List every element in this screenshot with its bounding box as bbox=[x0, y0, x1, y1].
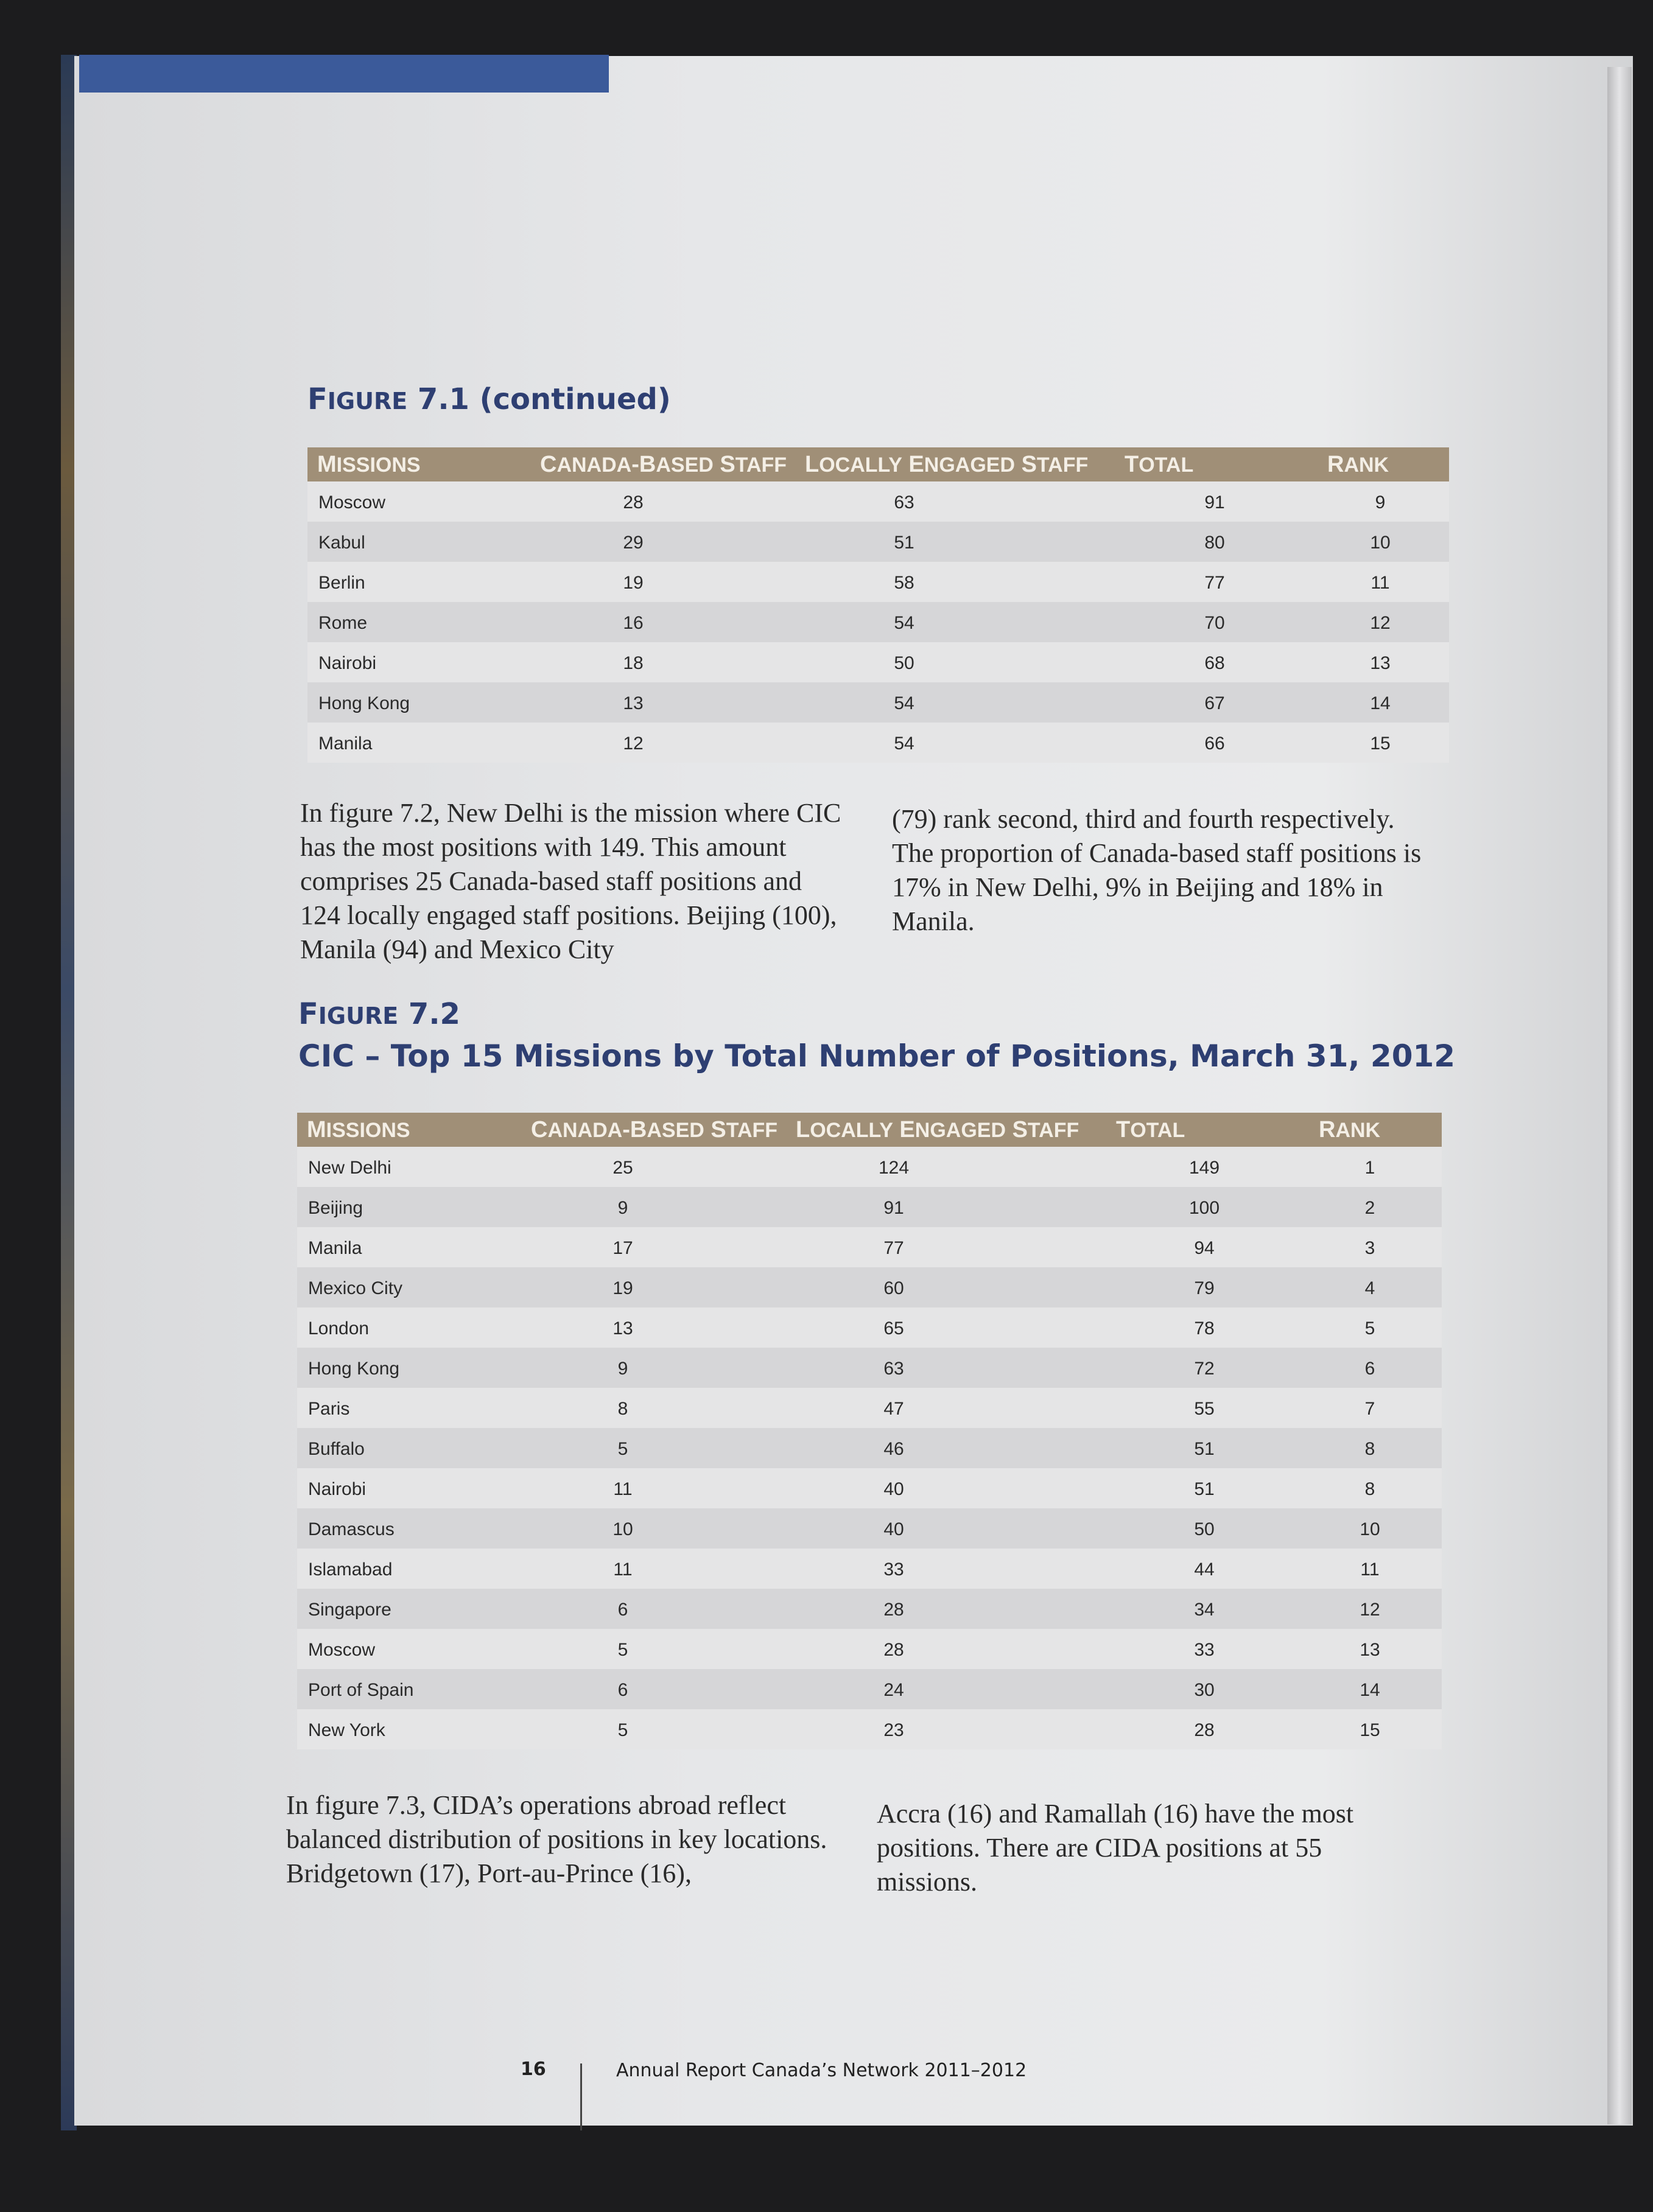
cell-locally-engaged-staff: 63 bbox=[894, 492, 914, 513]
cell-total: 28 bbox=[1194, 1720, 1215, 1740]
cell-rank: 13 bbox=[1360, 1640, 1380, 1660]
cell-total: 51 bbox=[1194, 1439, 1215, 1459]
cell-mission: Manila bbox=[318, 733, 373, 754]
cell-rank: 15 bbox=[1370, 733, 1391, 754]
header-locally-engaged-staff: LOCALLY ENGAGED STAFF bbox=[805, 451, 1089, 477]
cell-mission: Moscow bbox=[308, 1640, 376, 1660]
figure-7-2-subtitle: CIC – Top 15 Missions by Total Number of Positions, March 31, 2012 bbox=[298, 1038, 1456, 1074]
cell-rank: 10 bbox=[1360, 1519, 1380, 1539]
cell-rank: 11 bbox=[1370, 573, 1390, 593]
cell-rank: 14 bbox=[1370, 693, 1391, 713]
footer-title: Annual Report Canada’s Network 2011–2012 bbox=[616, 2060, 1027, 2081]
cell-canada-based-staff: 5 bbox=[617, 1640, 628, 1660]
cell-total: 55 bbox=[1194, 1399, 1215, 1419]
table-row bbox=[297, 1468, 1442, 1508]
table-row bbox=[297, 1709, 1442, 1749]
table-row bbox=[297, 1307, 1442, 1348]
cell-canada-based-staff: 9 bbox=[617, 1359, 628, 1379]
cell-mission: Kabul bbox=[318, 533, 365, 553]
cell-canada-based-staff: 18 bbox=[623, 653, 644, 673]
header-locally-engaged-staff: LOCALLY ENGAGED STAFF bbox=[796, 1116, 1079, 1143]
cell-mission: Hong Kong bbox=[308, 1359, 400, 1379]
table-row bbox=[297, 1147, 1442, 1187]
table-row bbox=[297, 1348, 1442, 1388]
cell-mission: London bbox=[308, 1318, 370, 1339]
cell-total: 70 bbox=[1204, 613, 1225, 633]
cell-locally-engaged-staff: 28 bbox=[883, 1640, 904, 1660]
cell-total: 79 bbox=[1194, 1278, 1215, 1298]
cell-mission: Berlin bbox=[318, 573, 365, 593]
table-header bbox=[297, 1113, 1442, 1147]
cell-rank: 13 bbox=[1370, 653, 1391, 673]
cell-locally-engaged-staff: 23 bbox=[883, 1720, 904, 1740]
header-rank: RANK bbox=[1319, 1116, 1381, 1143]
cell-canada-based-staff: 13 bbox=[623, 693, 644, 713]
cell-locally-engaged-staff: 124 bbox=[878, 1158, 910, 1178]
table-row bbox=[297, 1267, 1442, 1307]
cell-mission: Islamabad bbox=[308, 1559, 393, 1580]
table-row bbox=[307, 562, 1449, 602]
cell-mission: Hong Kong bbox=[318, 693, 410, 713]
cell-rank: 10 bbox=[1370, 533, 1391, 553]
cell-mission: Nairobi bbox=[308, 1479, 367, 1499]
cell-total: 67 bbox=[1204, 693, 1225, 713]
cell-canada-based-staff: 19 bbox=[623, 573, 644, 593]
cell-canada-based-staff: 19 bbox=[612, 1278, 633, 1298]
header-canada-based-staff: CANADA-BASED STAFF bbox=[531, 1116, 778, 1143]
cell-locally-engaged-staff: 50 bbox=[894, 653, 914, 673]
cell-mission: Manila bbox=[308, 1238, 362, 1258]
table-row bbox=[307, 682, 1449, 723]
cell-total: 100 bbox=[1188, 1198, 1220, 1218]
cell-locally-engaged-staff: 40 bbox=[883, 1519, 904, 1539]
cell-locally-engaged-staff: 77 bbox=[883, 1238, 904, 1258]
cell-total: 66 bbox=[1204, 733, 1225, 754]
cell-mission: Rome bbox=[318, 613, 368, 633]
cell-rank: 7 bbox=[1364, 1399, 1375, 1419]
cell-total: 78 bbox=[1194, 1318, 1215, 1339]
cell-locally-engaged-staff: 40 bbox=[883, 1479, 904, 1499]
figure-7-2-title: FIGURE 7.2 bbox=[298, 997, 460, 1031]
table-row bbox=[307, 522, 1449, 562]
cell-locally-engaged-staff: 65 bbox=[883, 1318, 904, 1339]
header-color-bar bbox=[79, 55, 609, 93]
cell-total: 30 bbox=[1194, 1680, 1215, 1700]
cell-mission: Damascus bbox=[308, 1519, 395, 1539]
paragraph-2-left: In figure 7.3, CIDA’s operations abroad reflect balanced distribution of positions in key locations. Bridgetown (17), Port-au-Prince (16), bbox=[286, 1790, 827, 1888]
header-canada-based-staff: CANADA-BASED STAFF bbox=[540, 451, 787, 477]
cell-mission: New York bbox=[308, 1720, 385, 1740]
header-missions: MISSIONS bbox=[307, 1116, 410, 1143]
cell-canada-based-staff: 12 bbox=[623, 733, 644, 754]
table-row bbox=[297, 1508, 1442, 1549]
table-row bbox=[307, 642, 1449, 682]
cell-canada-based-staff: 13 bbox=[612, 1318, 633, 1339]
cell-total: 91 bbox=[1204, 492, 1225, 513]
cell-locally-engaged-staff: 54 bbox=[894, 693, 914, 713]
table-row bbox=[307, 481, 1449, 522]
cell-canada-based-staff: 11 bbox=[613, 1479, 633, 1499]
cell-total: 50 bbox=[1194, 1519, 1215, 1539]
table-row bbox=[297, 1669, 1442, 1709]
cell-rank: 5 bbox=[1364, 1318, 1375, 1339]
cell-rank: 4 bbox=[1364, 1278, 1375, 1298]
cell-locally-engaged-staff: 51 bbox=[894, 533, 914, 553]
cell-mission: Port of Spain bbox=[308, 1680, 414, 1700]
table-header bbox=[307, 447, 1449, 481]
page-number: 16 bbox=[521, 2059, 546, 2080]
cell-locally-engaged-staff: 91 bbox=[883, 1198, 904, 1218]
cell-locally-engaged-staff: 47 bbox=[883, 1399, 904, 1419]
cell-canada-based-staff: 8 bbox=[617, 1399, 628, 1419]
figure-7-1-table bbox=[307, 447, 1449, 763]
figure-7-2-table bbox=[297, 1113, 1442, 1749]
header-rank: RANK bbox=[1327, 451, 1389, 477]
table-row bbox=[297, 1629, 1442, 1669]
cell-total: 72 bbox=[1194, 1359, 1215, 1379]
cell-total: 44 bbox=[1194, 1559, 1215, 1580]
cell-rank: 12 bbox=[1370, 613, 1391, 633]
cell-total: 34 bbox=[1194, 1600, 1215, 1620]
header-total: TOTAL bbox=[1116, 1116, 1185, 1143]
figure-7-1-title: FIGURE 7.1 (continued) bbox=[307, 382, 671, 416]
table-row bbox=[297, 1227, 1442, 1267]
cell-total: 51 bbox=[1194, 1479, 1215, 1499]
cell-canada-based-staff: 6 bbox=[617, 1680, 628, 1700]
paragraph-1-right: (79) rank second, third and fourth respectively. The proportion of Canada-based staff positions is 17% in New Delhi, 9% in Beijing and 18% in Manila. bbox=[892, 804, 1422, 936]
cell-mission: Singapore bbox=[308, 1600, 391, 1620]
cell-rank: 6 bbox=[1364, 1359, 1375, 1379]
cell-total: 149 bbox=[1188, 1158, 1220, 1178]
cell-mission: New Delhi bbox=[308, 1158, 391, 1178]
cell-mission: Buffalo bbox=[308, 1439, 365, 1459]
cell-locally-engaged-staff: 54 bbox=[894, 733, 914, 754]
paragraph-2-right: Accra (16) and Ramallah (16) have the most positions. There are CIDA positions at 55 missions. bbox=[877, 1799, 1354, 1897]
cell-rank: 9 bbox=[1375, 492, 1386, 513]
table-row bbox=[297, 1428, 1442, 1468]
table-row bbox=[307, 602, 1449, 642]
cell-canada-based-staff: 10 bbox=[612, 1519, 633, 1539]
cell-locally-engaged-staff: 28 bbox=[883, 1600, 904, 1620]
table-row bbox=[297, 1589, 1442, 1629]
footer-divider bbox=[580, 2063, 582, 2130]
cell-rank: 8 bbox=[1364, 1439, 1375, 1459]
paragraph-1-left: In figure 7.2, New Delhi is the mission where CIC has the most positions with 149. This amount comprises 25 Canada-based staff positions and 124 locally engaged staff positions. Beijing (100), Manila (94) and Mexico City bbox=[300, 798, 841, 964]
cell-locally-engaged-staff: 58 bbox=[894, 573, 914, 593]
table-row bbox=[297, 1187, 1442, 1227]
cell-canada-based-staff: 17 bbox=[612, 1238, 633, 1258]
cell-rank: 11 bbox=[1360, 1559, 1380, 1580]
table-row bbox=[297, 1549, 1442, 1589]
cell-total: 33 bbox=[1194, 1640, 1215, 1660]
cell-rank: 12 bbox=[1360, 1600, 1380, 1620]
cell-canada-based-staff: 29 bbox=[623, 533, 644, 553]
cell-locally-engaged-staff: 46 bbox=[883, 1439, 904, 1459]
cell-total: 68 bbox=[1204, 653, 1225, 673]
header-total: TOTAL bbox=[1125, 451, 1194, 477]
cell-canada-based-staff: 6 bbox=[617, 1600, 628, 1620]
cell-rank: 2 bbox=[1364, 1198, 1375, 1218]
cell-canada-based-staff: 11 bbox=[613, 1559, 633, 1580]
cell-mission: Nairobi bbox=[318, 653, 377, 673]
cell-locally-engaged-staff: 60 bbox=[883, 1278, 904, 1298]
cell-canada-based-staff: 28 bbox=[623, 492, 644, 513]
cell-rank: 15 bbox=[1360, 1720, 1380, 1740]
cell-canada-based-staff: 25 bbox=[612, 1158, 633, 1178]
cell-rank: 1 bbox=[1364, 1158, 1375, 1178]
cell-total: 94 bbox=[1194, 1238, 1215, 1258]
cell-total: 77 bbox=[1204, 573, 1225, 593]
cell-mission: Moscow bbox=[318, 492, 386, 513]
cell-rank: 14 bbox=[1360, 1680, 1380, 1700]
cell-locally-engaged-staff: 24 bbox=[883, 1680, 904, 1700]
cell-mission: Mexico City bbox=[308, 1278, 403, 1298]
cell-locally-engaged-staff: 33 bbox=[883, 1559, 904, 1580]
cell-canada-based-staff: 5 bbox=[617, 1439, 628, 1459]
cell-total: 80 bbox=[1204, 533, 1225, 553]
cell-mission: Paris bbox=[308, 1399, 350, 1419]
cell-canada-based-staff: 9 bbox=[617, 1198, 628, 1218]
cell-mission: Beijing bbox=[308, 1198, 363, 1218]
table-row bbox=[297, 1388, 1442, 1428]
header-missions: MISSIONS bbox=[317, 451, 421, 477]
cell-rank: 8 bbox=[1364, 1479, 1375, 1499]
cell-rank: 3 bbox=[1364, 1238, 1375, 1258]
cell-canada-based-staff: 5 bbox=[617, 1720, 628, 1740]
cell-locally-engaged-staff: 54 bbox=[894, 613, 914, 633]
cell-locally-engaged-staff: 63 bbox=[883, 1359, 904, 1379]
cell-canada-based-staff: 16 bbox=[623, 613, 644, 633]
table-row bbox=[307, 723, 1449, 763]
page-curl bbox=[1607, 67, 1632, 2124]
